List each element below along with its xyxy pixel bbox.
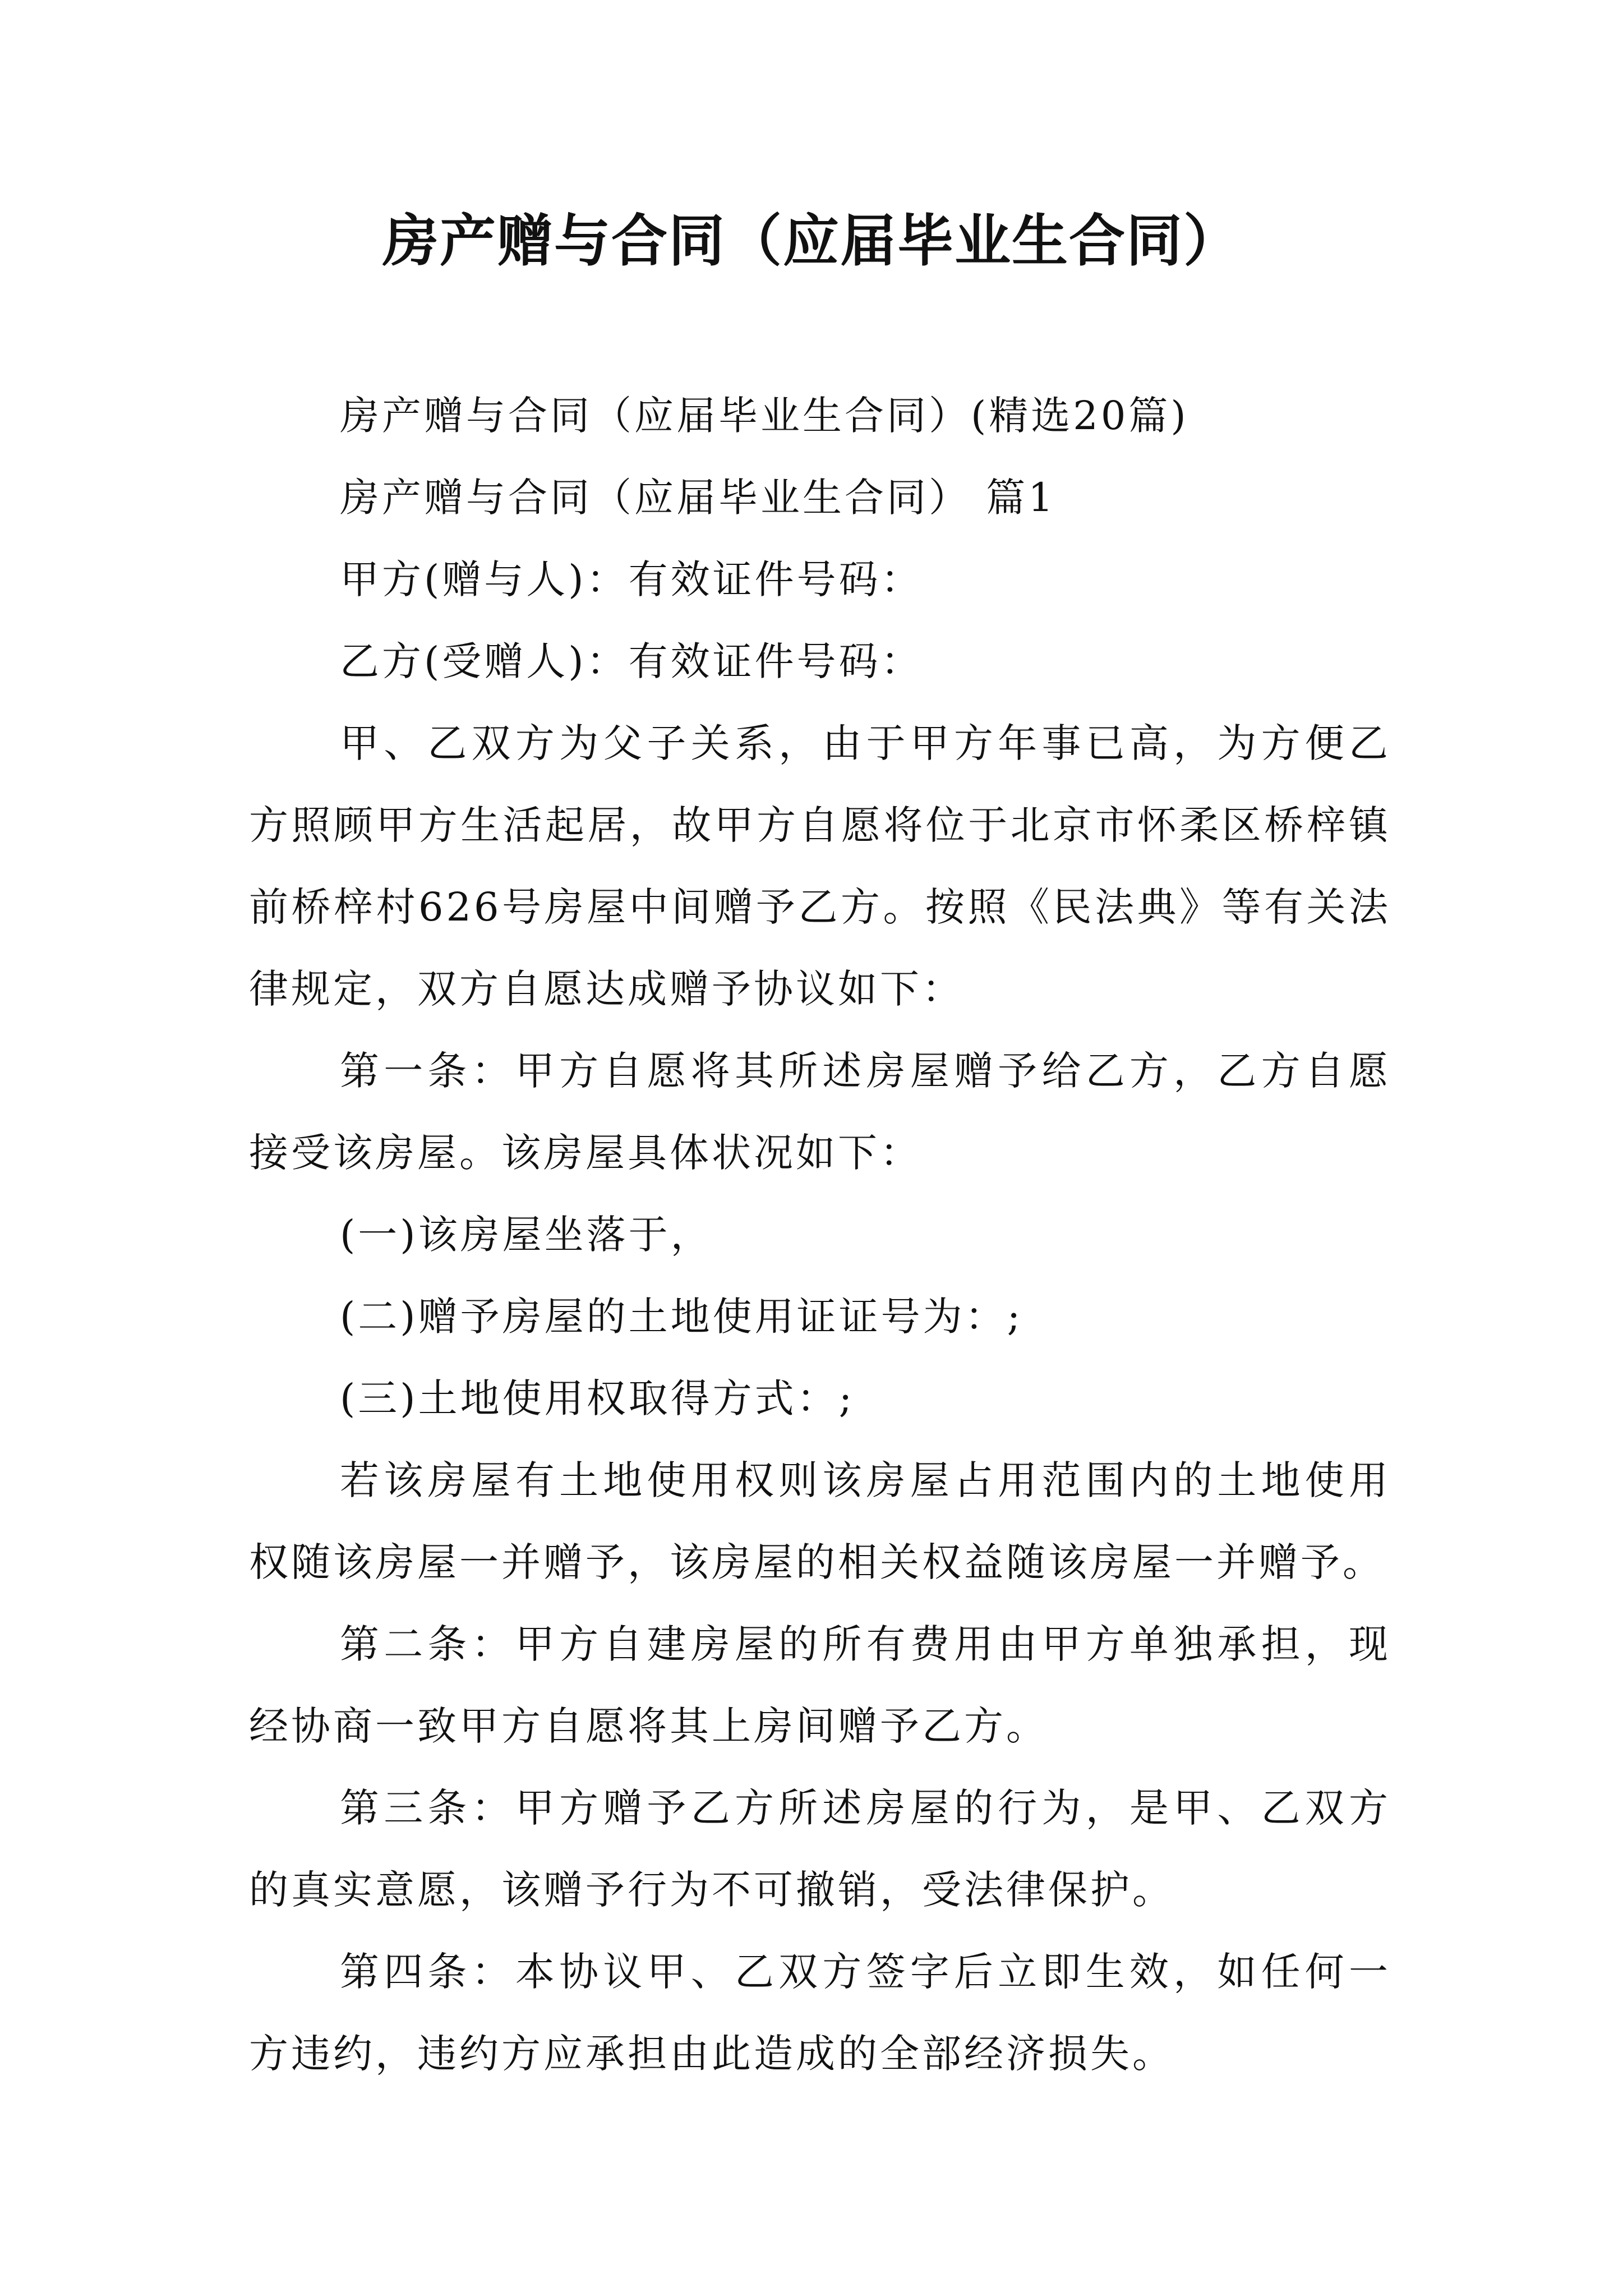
clause-3: 第三条：甲方赠予乙方所述房屋的行为，是甲、乙双方的真实意愿，该赠予行为不可撤销，受法律保护。: [249, 1785, 1391, 1913]
clause-1: 第一条：甲方自愿将其所述房屋赠予给乙方，乙方自愿接受该房屋。该房屋具体状况如下：: [249, 1048, 1391, 1176]
clause-4: 第四条：本协议甲、乙双方签字后立即生效，如任何一方违约，违约方应承担由此造成的全部经济损失。: [249, 1949, 1391, 2077]
subtitle-collection: 房产赠与合同（应届毕业生合同）(精选20篇): [340, 393, 1189, 439]
document-body: [249, 375, 1391, 2095]
party-a-line: 甲方(赠与人)：有效证件号码：: [340, 556, 923, 602]
clause-1-item-2: (二)赠予房屋的土地使用证证号为：;: [340, 1294, 1023, 1340]
subtitle-article-1: 房产赠与合同（应届毕业生合同） 篇1: [340, 475, 1056, 521]
clause-2: 第二条：甲方自建房屋的所有费用由甲方单独承担，现经协商一致甲方自愿将其上房间赠予乙方。: [249, 1621, 1391, 1749]
clause-1-item-1: (一)该房屋坐落于，: [340, 1212, 713, 1258]
party-b-line: 乙方(受赠人)：有效证件号码：: [340, 638, 923, 684]
preamble-paragraph: 甲、乙双方为父子关系，由于甲方年事已高，为方便乙方照顾甲方生活起居，故甲方自愿将位于北京市怀柔区桥梓镇前桥梓村626号房屋中间赠予乙方。按照《民法典》等有关法律规定，双方自愿达成赠予协议如下：: [249, 720, 1391, 1012]
clause-1-item-3: (三)土地使用权取得方式：;: [340, 1375, 855, 1421]
land-use-paragraph: 若该房屋有土地使用权则该房屋占用范围内的土地使用权随该房屋一并赠予，该房屋的相关权益随该房屋一并赠予。: [249, 1457, 1391, 1585]
document-title: 房产赠与合同（应届毕业生合同）: [382, 208, 1241, 274]
